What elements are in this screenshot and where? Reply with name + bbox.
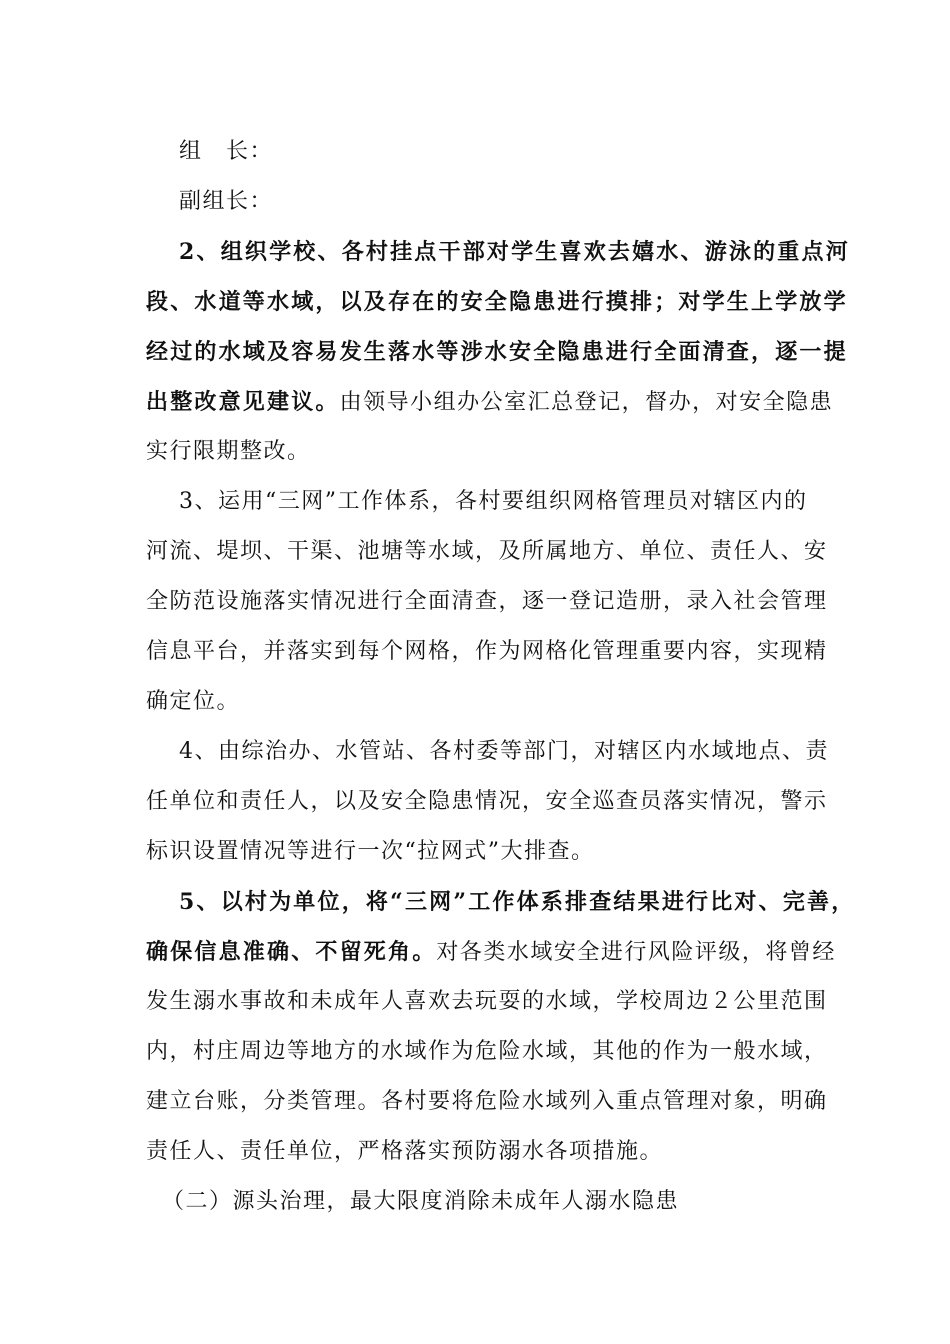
- item-5-bold-tail: 确保信息准确、不留死角。: [146, 939, 437, 965]
- item-5-line-3: 发生溺水事故和未成年人喜欢去玩耍的水域，学校周边２公里范围: [146, 989, 828, 1014]
- item-3-line-2: 河流、堤坝、干渠、池塘等水域，及所属地方、单位、责任人、安: [146, 539, 828, 564]
- section-2-heading: （二）源头治理，最大限度消除未成年人溺水隐患: [162, 1189, 680, 1214]
- deputy-leader-label: 副组长：: [179, 189, 274, 214]
- item-2-line-4: [0, 387, 950, 418]
- item-4-line-1: 4、由综治办、水管站、各村委等部门，对辖区内水域地点、责: [179, 739, 829, 764]
- item-5-line-1: 5、以村为单位，将“三网”工作体系排查结果进行比对、完善，: [179, 889, 856, 915]
- item-5-normal-text: 对各类水域安全进行风险评级，将曾经: [436, 940, 836, 965]
- item-2-bold-tail: 出整改意见建议。: [146, 389, 340, 415]
- item-2-line-5: 实行限期整改。: [146, 439, 311, 464]
- item-2-line-2: 段、水道等水域，以及存在的安全隐患进行摸排；对学生上学放学: [146, 289, 848, 315]
- item-4-line-2: 任单位和责任人，以及安全隐患情况，安全巡查员落实情况，警示: [146, 789, 828, 814]
- item-2-line-1: 2、组织学校、各村挂点干部对学生喜欢去嬉水、游泳的重点河: [179, 239, 850, 265]
- item-3-line-4: 信息平台，并落实到每个网格，作为网格化管理重要内容，实现精: [146, 639, 828, 664]
- item-5-line-2: [0, 937, 950, 968]
- leader-label: 组 长：: [179, 139, 274, 164]
- item-2-line-3: 经过的水域及容易发生落水等涉水安全隐患进行全面清查，逐一提: [146, 339, 848, 365]
- item-4-line-3: 标识设置情况等进行一次“拉网式”大排查。: [146, 839, 595, 864]
- item-5-line-4: 内，村庄周边等地方的水域作为危险水域，其他的作为一般水域，: [146, 1039, 828, 1064]
- item-2-normal-text: 由领导小组办公室汇总登记，督办，对安全隐患: [339, 390, 834, 415]
- item-3-line-3: 全防范设施落实情况进行全面清查，逐一登记造册，录入社会管理: [146, 589, 828, 614]
- item-3-line-1: 3、运用“三网”工作体系，各村要组织网格管理员对辖区内的: [179, 489, 808, 514]
- item-3-line-5: 确定位。: [146, 689, 241, 714]
- item-5-line-6: 责任人、责任单位，严格落实预防溺水各项措施。: [146, 1139, 664, 1164]
- item-5-line-5: 建立台账，分类管理。各村要将危险水域列入重点管理对象，明确: [146, 1089, 828, 1114]
